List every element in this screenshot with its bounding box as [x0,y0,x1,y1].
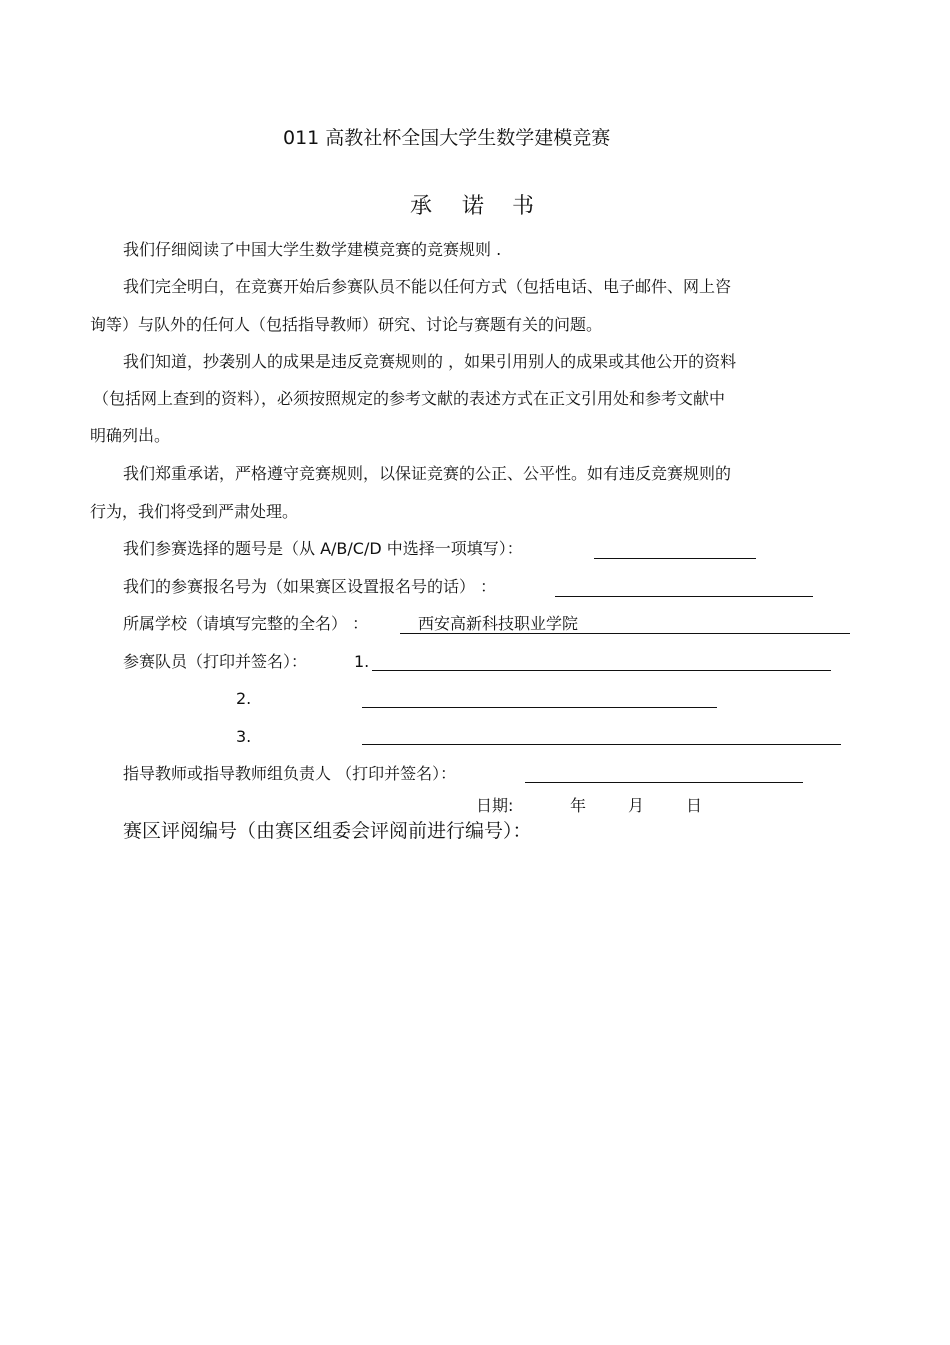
member-number-1: 1. [354,652,370,671]
advisor-label: 指导教师或指导教师组负责人 （打印并签名）： [123,764,457,783]
date-day-label: 日 [686,796,703,815]
document-title: 011 高教社杯全国大学生数学建模竞赛 [283,127,611,149]
team-members-label: 参赛队员（打印并签名）： [123,652,308,671]
paragraph-pledge-line1: 我们郑重承诺，严格遵守竞赛规则，以保证竞赛的公正、公平性。如有违反竞赛规则的 [123,464,732,483]
member-2-underline [362,707,717,708]
problem-number-label: 我们参赛选择的题号是（从 A/B/C/D 中选择一项填写）： [123,539,523,558]
date-label: 日期: [476,796,514,815]
date-month-label: 月 [628,796,645,815]
paragraph-no-contact-line2: 询等）与队外的任何人（包括指导教师）研究、讨论与赛题有关的问题。 [90,315,603,334]
member-number-3: 3. [236,727,252,746]
paragraph-rules-read: 我们仔细阅读了中国大学生数学建模竞赛的竞赛规则 . [123,240,502,259]
heading-char-2: 诺 [462,194,485,219]
paragraph-no-contact-line1: 我们完全明白，在竞赛开始后参赛队员不能以任何方式（包括电话、电子邮件、网上咨 [123,277,732,296]
registration-number-label: 我们的参赛报名号为（如果赛区设置报名号的话） ： [123,577,497,596]
paragraph-plagiarism-line2: （包括网上查到的资料），必须按照规定的参考文献的表述方式在正文引用处和参考文献中 [93,389,726,408]
date-year-label: 年 [570,796,587,815]
paragraph-plagiarism-line1: 我们知道，抄袭别人的成果是违反竞赛规则的 ，如果引用别人的成果或其他公开的资料 [123,352,737,371]
advisor-underline [525,782,803,783]
registration-number-underline [555,596,813,597]
problem-number-underline [594,558,756,559]
heading-char-3: 书 [512,194,535,219]
school-label: 所属学校（请填写完整的全名） ： [123,614,369,633]
heading-char-1: 承 [410,194,433,219]
review-number-label: 赛区评阅编号（由赛区组委会评阅前进行编号）： [123,820,532,842]
school-field[interactable]: 西安高新科技职业学院 [418,614,579,633]
paragraph-plagiarism-line3: 明确列出。 [90,426,171,445]
member-3-underline [362,744,841,745]
school-underline [400,633,850,634]
paragraph-pledge-line2: 行为，我们将受到严肃处理。 [90,502,299,521]
member-number-2: 2. [236,689,252,708]
member-1-underline [372,670,831,671]
